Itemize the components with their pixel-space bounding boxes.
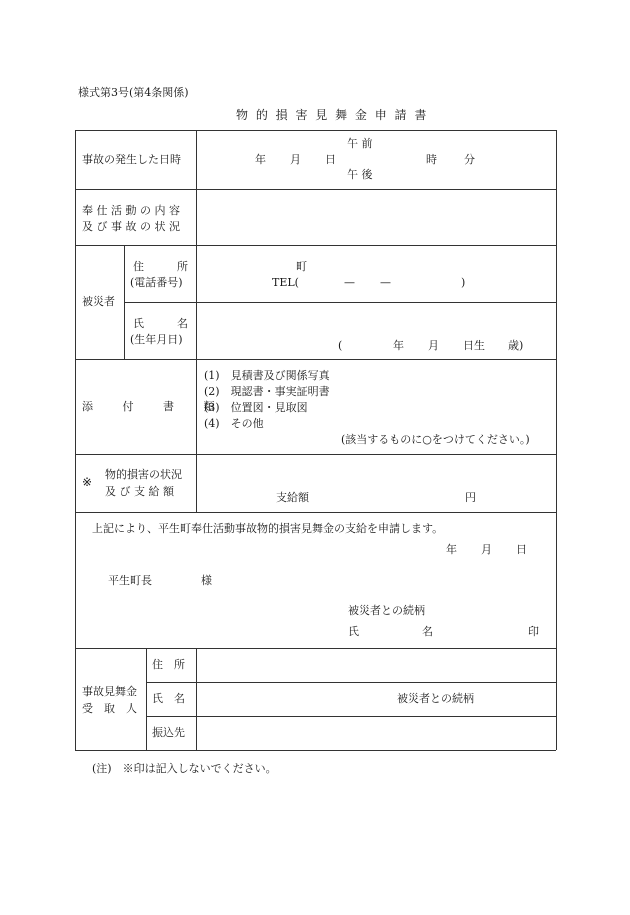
birth-year: 年 — [393, 339, 404, 352]
payment-label-line1: 物的損害の状況 — [105, 468, 182, 481]
recipient-name-label: 氏 名 — [152, 692, 185, 705]
tel-text: TEL( — [272, 276, 299, 289]
year-text: 年 — [255, 153, 266, 166]
honorific: 様 — [201, 574, 212, 587]
birth-day: 日生 — [463, 339, 485, 352]
yen-text: 円 — [465, 491, 476, 504]
payment-label-line2: 及 び 支 給 額 — [105, 485, 174, 498]
activity-input-area[interactable] — [197, 190, 555, 244]
victim-label: 被災者 — [82, 295, 115, 308]
tel-dash-1: — — [344, 276, 355, 289]
amount-label: 支給額 — [276, 491, 309, 504]
victim-name-input[interactable] — [197, 303, 555, 358]
attachments-label: 添 付 書 類 — [82, 400, 228, 413]
declaration-text: 上記により、平生町奉仕活動事故物的損害見舞金の支給を申請します。 — [92, 522, 444, 535]
address-label-b: 所 — [177, 260, 188, 273]
victim-address-input[interactable] — [197, 246, 555, 301]
pm-text: 午 後 — [347, 168, 373, 181]
decl-name-a: 氏 — [348, 625, 359, 638]
minute-text: 分 — [464, 153, 475, 166]
am-text: 午 前 — [347, 137, 373, 150]
seal-mark: 印 — [528, 625, 539, 638]
name-label-sub: (生年月日) — [130, 333, 183, 346]
recipient-label-line2: 受 取 人 — [82, 702, 137, 715]
decl-name-b: 名 — [422, 625, 433, 638]
name-label-b: 名 — [177, 317, 188, 330]
birth-month: 月 — [428, 339, 439, 352]
month-text: 月 — [290, 153, 301, 166]
birth-open: ( — [338, 339, 343, 352]
activity-label-line2: 及 び 事 故 の 状 況 — [82, 220, 180, 233]
hour-text: 時 — [426, 153, 437, 166]
attachment-item-3: (3) 位置図・見取図 — [204, 401, 308, 414]
address-label-sub: (電話番号) — [130, 276, 183, 289]
attachment-note: (該当するものに○をつけてください。) — [341, 433, 530, 446]
date-input-area[interactable] — [197, 131, 555, 188]
recipient-name-input[interactable] — [197, 683, 387, 715]
addressee: 平生町長 — [108, 574, 152, 587]
recipient-label-line1: 事故見舞金 — [82, 685, 137, 698]
decl-month: 月 — [481, 543, 492, 556]
address-label-a: 住 — [133, 260, 144, 273]
activity-label-line1: 奉 仕 活 動 の 内 容 — [82, 204, 180, 217]
decl-relation: 被災者との続柄 — [348, 604, 425, 617]
recipient-bank-label: 振込先 — [152, 726, 185, 739]
attachment-item-1: (1) 見積書及び関係写真 — [204, 369, 330, 382]
tel-close: ) — [461, 276, 466, 289]
asterisk-mark: ※ — [82, 475, 93, 489]
town-text: 町 — [296, 260, 307, 273]
date-label: 事故の発生した日時 — [82, 153, 181, 166]
day-text: 日 — [325, 153, 336, 166]
recipient-address-input[interactable] — [197, 649, 555, 681]
recipient-bank-input[interactable] — [197, 717, 555, 749]
recipient-relation: 被災者との続柄 — [397, 692, 474, 705]
footnote: (注) ※印は記入しないでください。 — [92, 762, 277, 775]
decl-day: 日 — [516, 543, 527, 556]
tel-dash-2: — — [380, 276, 391, 289]
name-label-a: 氏 — [133, 317, 144, 330]
form-number: 様式第3号(第4条関係) — [78, 86, 189, 99]
birth-age: 歳) — [508, 339, 524, 352]
page-title: 物 的 損 害 見 舞 金 申 請 書 — [236, 108, 429, 122]
attachment-item-2: (2) 現認書・事実証明書 — [204, 385, 330, 398]
attachment-item-4: (4) その他 — [204, 417, 264, 430]
decl-year: 年 — [446, 543, 457, 556]
recipient-address-label: 住 所 — [152, 658, 185, 671]
